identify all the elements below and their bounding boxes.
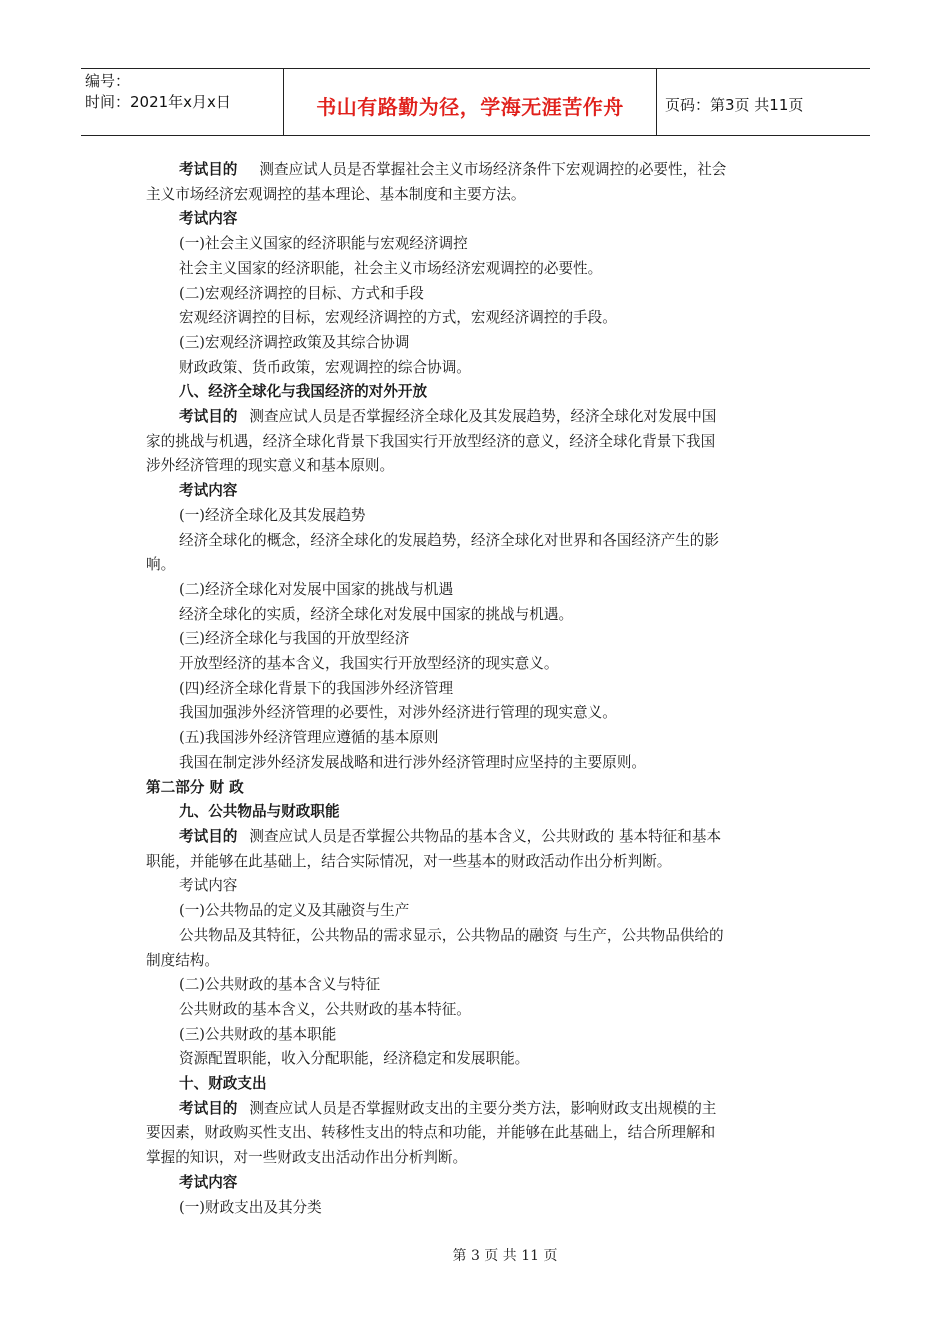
document-body xyxy=(146,158,806,1220)
text-line xyxy=(146,454,806,479)
text-line xyxy=(146,924,806,949)
line-text: 开放型经济的基本含义，我国实行开放型经济的现实意义。 xyxy=(179,655,559,673)
line-text: 八、经济全球化与我国经济的对外开放 xyxy=(179,383,428,401)
line-text: (五)我国涉外经济管理应遵循的基本原则 xyxy=(179,729,439,747)
text-line xyxy=(146,949,806,974)
line-text: (三)经济全球化与我国的开放型经济 xyxy=(179,630,410,648)
line-text: 财政政策、货币政策，宏观调控的综合协调。 xyxy=(179,358,471,376)
text-line xyxy=(146,776,806,801)
section-label: 考试目的 xyxy=(179,408,238,426)
text-line xyxy=(146,701,806,726)
line-text: 测查应试人员是否掌握财政支出的主要分类方法，影响财政支出规模的主 xyxy=(249,1099,717,1117)
line-text: (二)宏观经济调控的目标、方式和手段 xyxy=(179,284,424,302)
text-line xyxy=(146,603,806,628)
line-text: 涉外经济管理的现实意义和基本原则。 xyxy=(146,457,395,475)
line-text: 我国在制定涉外经济发展战略和进行涉外经济管理时应坚持的主要原则。 xyxy=(179,753,647,771)
line-text: 制度结构。 xyxy=(146,951,219,969)
text-line xyxy=(146,257,806,282)
text-line xyxy=(146,529,806,554)
line-text: (四)经济全球化背景下的我国涉外经济管理 xyxy=(179,679,454,697)
line-text: 职能，并能够在此基础上，结合实际情况，对一些基本的财政活动作出分析判断。 xyxy=(146,852,672,870)
text-line xyxy=(146,306,806,331)
page-footer: 第 3 页 共 11 页 xyxy=(452,1248,558,1264)
line-text: 经济全球化的实质，经济全球化对发展中国家的挑战与机遇。 xyxy=(179,605,574,623)
text-line xyxy=(146,158,806,183)
header-motto: 书山有路勤为径，学海无涯苦作舟 xyxy=(284,69,657,135)
line-text: 测查应试人员是否掌握社会主义市场经济条件下宏观调控的必要性，社会 xyxy=(259,161,727,178)
line-text: (一)经济全球化及其发展趋势 xyxy=(179,506,366,524)
line-text: 测查应试人员是否掌握公共物品的基本含义，公共财政的 基本特征和基本 xyxy=(249,827,722,845)
section-label: 考试目的 xyxy=(179,161,238,178)
text-line xyxy=(146,553,806,578)
text-line xyxy=(146,1196,806,1221)
line-text: 九、公共物品与财政职能 xyxy=(179,803,340,821)
text-line xyxy=(146,850,806,875)
line-text: 测查应试人员是否掌握经济全球化及其发展趋势，经济全球化对发展中国 xyxy=(249,408,717,426)
text-line xyxy=(146,751,806,776)
line-text: 我国加强涉外经济管理的必要性，对涉外经济进行管理的现实意义。 xyxy=(179,704,617,722)
section-label: 考试目的 xyxy=(179,1099,238,1117)
line-text: (二)公共财政的基本含义与特征 xyxy=(179,976,381,994)
text-line xyxy=(146,405,806,430)
header-page-info: 页码：第3页 共11页 xyxy=(665,95,804,114)
text-line xyxy=(146,1121,806,1146)
doc-number-label: 编号： xyxy=(85,72,131,90)
text-line xyxy=(146,380,806,405)
line-text: 社会主义国家的经济职能，社会主义市场经济宏观调控的必要性。 xyxy=(179,259,603,277)
text-line xyxy=(146,430,806,455)
text-line xyxy=(146,1023,806,1048)
text-line xyxy=(146,504,806,529)
line-text: (一)财政支出及其分类 xyxy=(179,1198,322,1216)
text-line xyxy=(146,874,806,899)
page-header xyxy=(81,68,870,136)
line-text: 经济全球化的概念，经济全球化的发展趋势，经济全球化对世界和各国经济产生的影 xyxy=(179,531,719,549)
text-line xyxy=(146,973,806,998)
line-text: (三)公共财政的基本职能 xyxy=(179,1025,337,1043)
text-line xyxy=(146,183,806,208)
line-text: 十、财政支出 xyxy=(179,1075,267,1093)
header-left-cell xyxy=(81,69,284,135)
text-line xyxy=(146,282,806,307)
text-line xyxy=(146,1097,806,1122)
line-text: 要因素，财政购买性支出、转移性支出的特点和功能，并能够在此基础上，结合所理解和 xyxy=(146,1124,716,1142)
line-text: 公共物品及其特征，公共物品的需求显示，公共物品的融资 与生产，公共物品供给的 xyxy=(179,926,724,944)
text-line xyxy=(146,1146,806,1171)
text-line xyxy=(146,578,806,603)
line-text: 响。 xyxy=(146,556,176,574)
text-line xyxy=(146,726,806,751)
line-text: 公共财政的基本含义，公共财政的基本特征。 xyxy=(179,1000,471,1018)
line-text: 家的挑战与机遇，经济全球化背景下我国实行开放型经济的意义，经济全球化背景下我国 xyxy=(146,432,716,450)
line-text: 考试内容 xyxy=(179,210,238,228)
text-line xyxy=(146,652,806,677)
text-line xyxy=(146,677,806,702)
text-line xyxy=(146,825,806,850)
line-text: 第二部分 财 政 xyxy=(146,778,244,796)
text-line xyxy=(146,479,806,504)
line-text: (二)经济全球化对发展中国家的挑战与机遇 xyxy=(179,580,454,598)
line-text: 宏观经济调控的目标，宏观经济调控的方式，宏观经济调控的手段。 xyxy=(179,309,617,327)
text-line xyxy=(146,1072,806,1097)
text-line xyxy=(146,627,806,652)
text-line xyxy=(146,356,806,381)
line-text: (三)宏观经济调控政策及其综合协调 xyxy=(179,333,410,351)
line-text: 掌握的知识，对一些财政支出活动作出分析判断。 xyxy=(146,1149,468,1167)
line-text: 资源配置职能，收入分配职能，经济稳定和发展职能。 xyxy=(179,1050,530,1068)
text-line xyxy=(146,800,806,825)
line-text: 主义市场经济宏观调控的基本理论、基本制度和主要方法。 xyxy=(146,185,526,203)
section-label: 考试目的 xyxy=(179,827,238,845)
line-text: (一)社会主义国家的经济职能与宏观经济调控 xyxy=(179,235,468,253)
text-line xyxy=(146,998,806,1023)
doc-time-label: 时间：2021年x月x日 xyxy=(85,93,231,111)
line-text: 考试内容 xyxy=(179,877,238,895)
line-text: 考试内容 xyxy=(179,1173,238,1191)
text-line xyxy=(146,232,806,257)
text-line xyxy=(146,207,806,232)
text-line xyxy=(146,1171,806,1196)
text-line xyxy=(146,1047,806,1072)
line-text: (一)公共物品的定义及其融资与生产 xyxy=(179,902,410,920)
text-line xyxy=(146,331,806,356)
line-text: 考试内容 xyxy=(179,482,238,500)
text-line xyxy=(146,899,806,924)
